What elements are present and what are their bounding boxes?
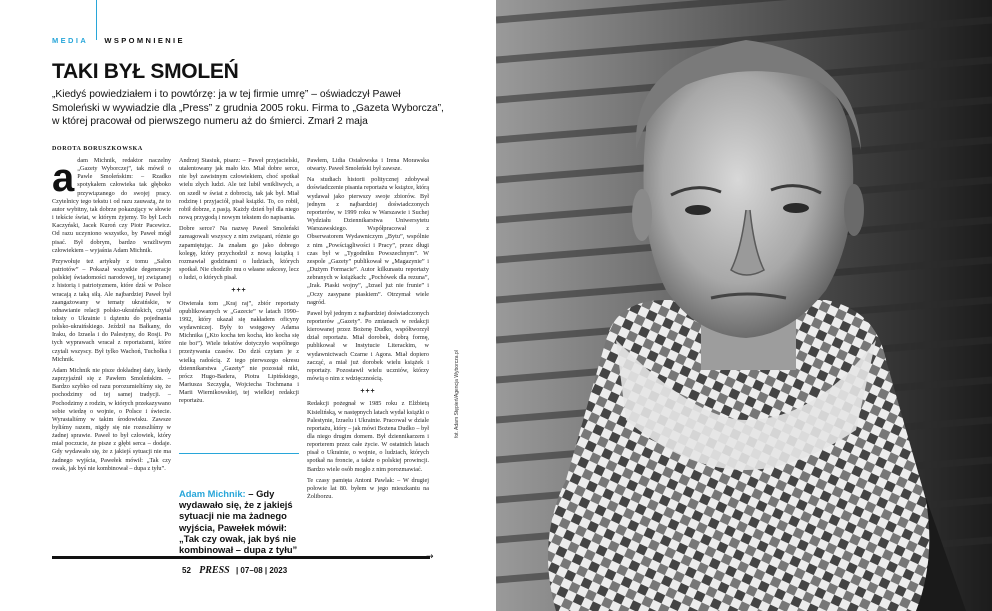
pullquote-rule: [179, 453, 299, 454]
paragraph: Przywołuje też artykuły z tomu „Salon patriotów” – Pokazał wszystkie degeneracje polskiej świadomości narodowej, tej związanej z historią i patriotyzmem, które dziś w Polsce wracają z taką siłą. Ale najbardziej Paweł był zaangażowany w tematy ukraińskie, w odnawianie relacji polsko-ukraińskich, czytał teksty o Ukrainie i dążeniu do pojednania polsko-ukraińskiego. Jeździł na Bałkany, do Iraku, do Izraela i do Palestyny, do Rosji. Po tych wyprawach wracał z reportażami, które czytali wszyscy. Był tylko Wachoń, Tuchołka i Michnik.: [52, 257, 171, 363]
pullquote-text: – Gdy wydawało się, że z jakiejś sytuacji nie ma żadnego wyjścia, Pawełek mówił: „Tak czy owak, jak byś nie kombinował – dupa z tyłu”: [179, 488, 298, 556]
paragraph: Adam Michnik nie pisze dokładnej daty, kiedy zaprzyjaźnił się z Pawłem Smoleńskim. – Bardzo szybko od razu porozumieliśmy się, że pochodzimy od tej samej tradycji. – Pochodzimy z rodzin, w których przekazywano sobie wiedzę o wojnie, o Polsce i świecie. Wyrastaliśmy w takim środowisku. Zawsze byliśmy razem, nigdy się nie rozeszliśmy w żadnej sprawie. Paweł to był człowiek, który miał poczucie, że pisze z głębi serca – dodaje. Gdy wydawało się, że z jakiejś sytuacji nie ma żadnego wyjścia, Pawełek mówił: „Tak czy owak, jak byś nie kombinował – dupa z tyłu”.: [52, 366, 171, 472]
paragraph: Te czasy pamięta Antoni Pawlak: – W drugiej połowie lat 80. byłem w jego mieszkaniu na Żoliborzu.: [307, 476, 429, 501]
section-kicker: [52, 36, 185, 45]
section-separator: +++: [231, 287, 247, 295]
section-label: MEDIA: [52, 36, 88, 45]
paragraph: Andrzej Stasiuk, pisarz: – Paweł przyjacielski, utalentowany jak mało kto. Miał dobre serce, nie był zawistnym człowiekiem, choć spotkał wielu złych ludzi. Ale też lubił wnikliwych, a on szedł w świat z dobrocią, tak jak był. Miał rodzinę i przyjaciół, pisał książki. To, co robił, robił dobrze, z pasją. Każdy dzień był dla niego nową przygodą i nowym tekstem do napisania.: [179, 157, 299, 222]
article-lead: „Kiedyś powiedziałem i to powtórzę: ja w tej firmie umrę” – oświadczył Paweł Smoleński w wywiadzie dla „Press” z grudnia 2005 roku. Firma to „Gazeta Wyborcza”, w której pracował od pierwszego numeru aż do śmierci. Zmarł 2 maja: [52, 89, 444, 128]
continue-arrow-icon: →: [426, 552, 434, 562]
page-number: 52: [182, 566, 191, 575]
issue-date: | 07–08 | 2023: [235, 566, 288, 575]
text-column-1: [52, 157, 171, 547]
photo-credit: fot. Adam Stępień/Agencja Wyborcza.pl: [454, 350, 460, 438]
portrait-photo: [496, 0, 992, 611]
pull-quote: [179, 488, 301, 555]
author-byline: DOROTA BORUSZKOWSKA: [52, 146, 143, 152]
paragraph: Na studiach historii politycznej zdobywał doświadczenie pisania reportażu w książce, którą wydawał jako pierwszy swoje zbiorów. Był jednym z najbardziej doświadczonych reporterów, w 1999 roku w Warszawie i Suchej Wydziału Dziennikarstwa Uniwersytetu Warszawskiego. Współpracował z Obserwatorem Wydawniczym „Bytu”, wspólnie z nim „Powściągliwości i Pracy”, przez długi czas był w „Tygodniku Powszechnym”. W zespole „Gazety” publikował w „Magazynie” i „Dużym Formacie”. Autor kilkunastu reportaży zebranych w książkach: „Pochówek dla rezuna”, „Irak. Piaski wojny”, „Izrael już nie frunie” i „Oczy zasypane piaskiem”. Otrzymał wiele nagród.: [307, 176, 429, 306]
page-folio: [182, 565, 287, 576]
paragraph: adam Michnik, redaktor naczelny „Gazety Wyborczej”, tak mówił o Pawle Smoleńskim: – Rzadko spotykałem człowieka tak głęboko przywiązanego do swojej pracy. Czytelnicy tego tekstu i od razu zauważą, że to autor wybitny, tak dobrze pokazujący w słowie i tekście świat, w którym żyjemy. To był Lech Kaczyński, Jacek Kuroń czy Piotr Pacewicz. Od razu uczyniono wszystko, by Paweł mógł pisać. Był dobrym, bardzo wrażliwym człowiekiem – wyjaśnia Adam Michnik.: [52, 157, 171, 254]
paragraph: Dobre serce? Na nazwę Paweł Smoleński zareagowali wszyscy z nim związani, różnie go zapamiętując. Ja znałam go jako dobrego kolegę, który przychodził z nową książką i rozmawiał godzinami o ludziach, których spotkał. Nie chodziło mu o własne sukcesy, lecz o ludzi, o których pisał.: [179, 225, 299, 282]
paragraph: Otwierała tom „Kraj raj”, zbiór reportaży opublikowanych w „Gazecie” w latach 1990–1992, który ukazał się nakładem oficyny wydawniczej. Były to wstęgowy Adama Michnika („Kto kocha ten kocha, kto kocha się nie boi”). Wiele tekstów dotyczyło wspólnego przeżywania czasów. Do dziś czytam je z wielką radością. Z tego pierwszego okresu dziennikarstwa „Gazety” nie pozostał nikt, prócz Hugo-Badera, Piotra Lipińskiego, Mariusza Szczygła, Wojciecha Tochmana i Marii Wiernikowskiej, tej wielkiej redakcji reportażu.: [179, 299, 299, 405]
article-headline: TAKI BYŁ SMOLEŃ: [52, 60, 239, 83]
paragraph: Paweł był jednym z najbardziej doświadczonych reporterów „Gazety”. Po zmianach w redakcji kierowanej przez Bożenę Dudko, współtworzył dział reportażu. Miał dorobek, dobrą formę, publikował w Instytucie Literackim, w wydawnictwach Czarne i Agora. Miał dopiero zacząć, a miał już dorobek wielu książek i reportaży. Pozostawił wielu uczniów, którzy mówią o nim z wdzięcznością.: [307, 309, 429, 383]
drop-cap: a: [52, 157, 75, 200]
paragraph: Redakcji pożegnał w 1985 roku z Elżbietą Kisielińską, w następnych latach wydał książki o Palestynie, Izraelu i Ukrainie. Pracował w dziale reportażu, który – jak mówi Bożena Dudko – był dla niego drugim domem. Był dziennikarzem i reporterem przez całe życie. W ostatnich latach pisał o Ukrainie, o wojnie, o ludziach, których spotkał na froncie, a także o polskiej prowincji. Bardzo wiele osób mogło z nim porozmawiać.: [307, 400, 429, 473]
accent-rule: [96, 0, 97, 40]
paragraph: Pawłem, Lidia Ostałowska i Irena Morawska otwarty. Paweł Smoleński był zawsze.: [307, 157, 429, 173]
magazine-brand: PRESS: [199, 565, 230, 576]
text-column-3: [307, 157, 429, 547]
topic-label: WSPOMNIENIE: [104, 36, 185, 45]
right-page-photo: [496, 0, 992, 611]
pullquote-speaker: Adam Michnik:: [179, 488, 246, 499]
section-separator: +++: [360, 388, 376, 396]
text-column-2: [179, 157, 299, 449]
footer-rule: [52, 556, 430, 559]
